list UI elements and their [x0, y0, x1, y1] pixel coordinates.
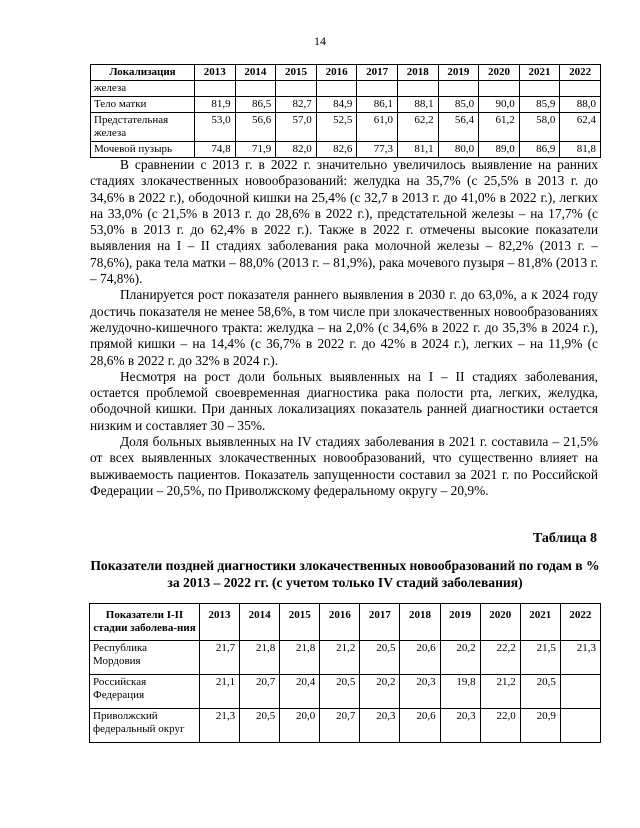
- table-cell: 85,9: [519, 97, 560, 113]
- table-cell: 86,5: [235, 97, 276, 113]
- table-cell: 58,0: [519, 113, 560, 142]
- table-header-row: [91, 65, 601, 81]
- column-header-year: 2014: [235, 65, 276, 81]
- table-cell: 81,1: [397, 142, 438, 158]
- table-cell: 71,9: [235, 142, 276, 158]
- column-header-label: Локализация: [91, 65, 195, 81]
- column-header-year: 2017: [360, 604, 400, 641]
- table-cell: 20,6: [400, 641, 440, 675]
- table-cell: 20,5: [360, 641, 400, 675]
- column-header-label: Показатели I-II стадии заболева-ния: [90, 604, 200, 641]
- column-header-year: 2020: [480, 604, 520, 641]
- table-cell: 52,5: [316, 113, 357, 142]
- table-cell: 22,2: [480, 641, 520, 675]
- column-header-year: 2020: [479, 65, 520, 81]
- table-number: Таблица 8: [532, 531, 597, 546]
- table-cell: 20,3: [440, 709, 480, 743]
- table-cell: 20,3: [360, 709, 400, 743]
- table-cell: 21,8: [240, 641, 280, 675]
- column-header-year: 2021: [520, 604, 560, 641]
- table-cell: 82,0: [276, 142, 317, 158]
- table-cell: [397, 81, 438, 97]
- column-header-year: 2017: [357, 65, 398, 81]
- table-cell: 80,0: [438, 142, 479, 158]
- table-cell: 77,3: [357, 142, 398, 158]
- row-label: Предстательная железа: [91, 113, 195, 142]
- paragraph: Несмотря на рост доли больных выявленных на I – II стадиях заболевания, остается проблемой своевременная диагностика рака полости рта, легких, желудка, ободочной кишки. При данных локализациях показатель ранней диагностики остается низким и составляет 30 – 35%.: [90, 368, 598, 433]
- table-cell: 21,2: [480, 675, 520, 709]
- table-cell: [357, 81, 398, 97]
- table-cell: 88,0: [560, 97, 601, 113]
- table-cell: [519, 81, 560, 97]
- column-header-year: 2019: [440, 604, 480, 641]
- table-cell: 82,7: [276, 97, 317, 113]
- table-cell: 56,4: [438, 113, 479, 142]
- column-header-year: 2019: [438, 65, 479, 81]
- table-cell: 20,3: [400, 675, 440, 709]
- column-header-year: 2022: [560, 65, 601, 81]
- table-row: [90, 675, 601, 709]
- table-cell: 20,2: [360, 675, 400, 709]
- table-cell: 20,0: [280, 709, 320, 743]
- table-cell: 90,0: [479, 97, 520, 113]
- page-number: 14: [314, 34, 326, 48]
- table-cell: 89,0: [479, 142, 520, 158]
- early-detection-table: [90, 64, 601, 158]
- table-cell: 61,2: [479, 113, 520, 142]
- table-cell: 20,5: [320, 675, 360, 709]
- late-diagnosis-table: [89, 603, 601, 743]
- table-title: Показатели поздней диагностики злокачественных новообразований по годам в % за 2013 – 2022 гг. (с учетом только IV стадий заболевания): [90, 558, 600, 590]
- table-cell: 20,2: [440, 641, 480, 675]
- row-label: Мочевой пузырь: [91, 142, 195, 158]
- table-cell: 22,0: [480, 709, 520, 743]
- table-cell: 21,3: [200, 709, 240, 743]
- table-cell: 21,1: [200, 675, 240, 709]
- column-header-year: 2013: [200, 604, 240, 641]
- table-cell: 62,2: [397, 113, 438, 142]
- table-header-row: [90, 604, 601, 641]
- table-cell: 19,8: [440, 675, 480, 709]
- table-cell: 81,8: [560, 142, 601, 158]
- table-cell: 62,4: [560, 113, 601, 142]
- column-header-year: 2015: [276, 65, 317, 81]
- table-cell: [235, 81, 276, 97]
- table-cell: [479, 81, 520, 97]
- table-cell: 61,0: [357, 113, 398, 142]
- column-header-year: 2018: [397, 65, 438, 81]
- paragraph: Доля больных выявленных на IV стадиях заболевания в 2021 г. составила – 21,5% от всех выявленных злокачественных новообразований, что существенно влияет на выживаемость пациентов. Показатель запущенности составил за 2021 г. по Российской Федерации – 20,5%, по Приволжскому федеральному округу – 20,9%.: [90, 434, 598, 498]
- table-cell: 20,9: [520, 709, 560, 743]
- column-header-year: 2021: [519, 65, 560, 81]
- table-cell: [560, 675, 600, 709]
- table-cell: [560, 709, 600, 743]
- column-header-year: 2013: [195, 65, 236, 81]
- table-row: [91, 142, 601, 158]
- table-cell: 81,9: [195, 97, 236, 113]
- table-cell: [560, 81, 601, 97]
- column-header-year: 2016: [320, 604, 360, 641]
- table-cell: 20,7: [240, 675, 280, 709]
- table-cell: [276, 81, 317, 97]
- table-cell: 20,4: [280, 675, 320, 709]
- table-cell: 86,9: [519, 142, 560, 158]
- column-header-year: 2014: [240, 604, 280, 641]
- paragraph: Планируется рост показателя раннего выявления в 2030 г. до 63,0%, а к 2024 году достичь показателя не менее 58,6%, в том числе при злокачественных новообразованиях желудочно-кишечного тракта: желудка – на 2,0% (с 34,6% в 2022 г. до 35,3% в 2024 г.), прямой кишки – на 14,4% (с 36,7% в 2022 г. до 42% в 2024 г.), легких – на 11,9% (с 28,6% в 2022 г. до 32% в 2024 г.).: [90, 287, 598, 368]
- table-row: [90, 641, 601, 675]
- table-cell: [438, 81, 479, 97]
- table-cell: 20,5: [520, 675, 560, 709]
- column-header-year: 2015: [280, 604, 320, 641]
- table-cell: 20,5: [240, 709, 280, 743]
- column-header-year: 2016: [316, 65, 357, 81]
- column-header-year: 2022: [560, 604, 600, 641]
- row-label: Республика Мордовия: [90, 641, 200, 675]
- table-row: [90, 709, 601, 743]
- table-cell: 57,0: [276, 113, 317, 142]
- table-cell: 74,8: [195, 142, 236, 158]
- table-cell: 21,3: [560, 641, 600, 675]
- table-cell: 21,8: [280, 641, 320, 675]
- paragraph: В сравнении с 2013 г. в 2022 г. значительно увеличилось выявление на ранних стадиях злокачественных новообразований: желудка на 35,7% (с 25,5% в 2013 г. до 34,6% в 2022 г.), ободочной кишки на 25,4% (с 32,7 в 2013 г. до 41,0% в 2022 г.), легких на 33,0% (с 21,5% в 2013 г. до 28,6% в 2022 г.), предстательной железы – на 17,7% (с 53,0% в 2013 г. до 62,4% в 2022 г.). Также в 2022 г. отмечены высокие показатели выявления на I – II стадиях заболевания рака молочной железы – 82,2% (2013 г. – 78,6%), рака тела матки – 88,0% (2013 г. – 81,9%), рака мочевого пузыря – 81,8% (2013 г. – 74,8%).: [90, 157, 598, 287]
- row-label: Тело матки: [91, 97, 195, 113]
- row-label: Приволжский федеральный округ: [90, 709, 200, 743]
- table-row: [91, 81, 601, 97]
- table-cell: [316, 81, 357, 97]
- row-label: железа: [91, 81, 195, 97]
- table-cell: 85,0: [438, 97, 479, 113]
- body-text: [90, 157, 598, 499]
- table-cell: 21,5: [520, 641, 560, 675]
- table-cell: 84,9: [316, 97, 357, 113]
- table-cell: [195, 81, 236, 97]
- table-cell: 20,7: [320, 709, 360, 743]
- table-cell: 82,6: [316, 142, 357, 158]
- table-cell: 21,7: [200, 641, 240, 675]
- table-cell: 21,2: [320, 641, 360, 675]
- table-cell: 56,6: [235, 113, 276, 142]
- table-cell: 53,0: [195, 113, 236, 142]
- table-cell: 88,1: [397, 97, 438, 113]
- table-row: [91, 97, 601, 113]
- table-cell: 86,1: [357, 97, 398, 113]
- table-cell: 20,6: [400, 709, 440, 743]
- table-row: [91, 113, 601, 142]
- row-label: Российская Федерация: [90, 675, 200, 709]
- column-header-year: 2018: [400, 604, 440, 641]
